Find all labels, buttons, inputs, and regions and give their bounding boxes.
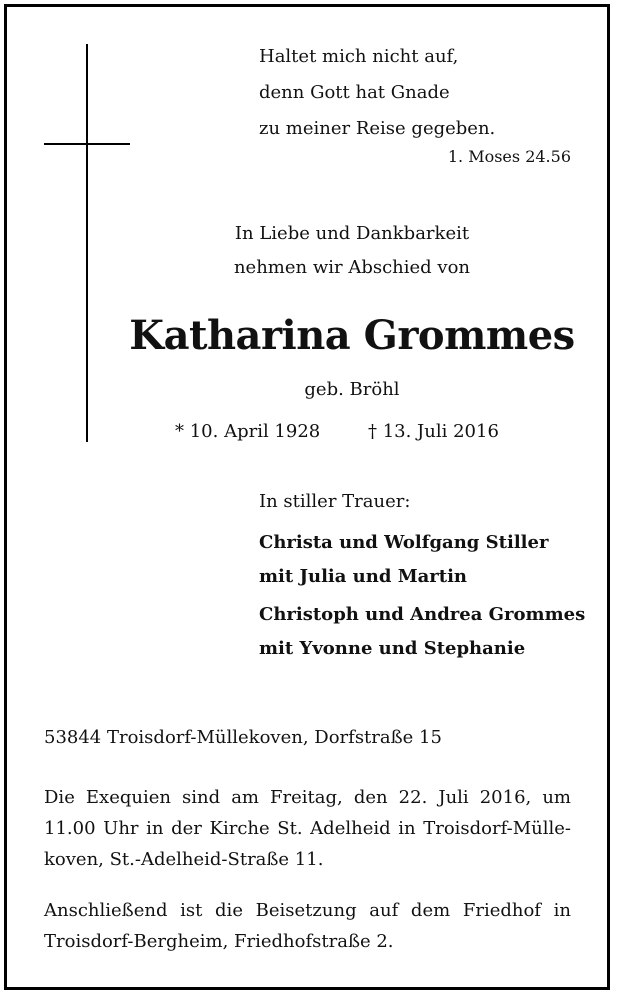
birth-date: * 10. April 1928 — [175, 421, 321, 442]
obituary-notice — [4, 4, 610, 990]
mourners-label: In stiller Trauer: — [259, 491, 411, 512]
mourners-section — [259, 491, 585, 666]
burial-line: Anschließend ist die Beisetzung auf dem Friedhof in — [44, 900, 571, 921]
family-line: mit Julia und Martin — [259, 566, 468, 587]
service-line: 11.00 Uhr in der Kirche St. Adelheid in Troisdorf-Mülle- — [44, 818, 571, 839]
life-dates — [175, 421, 499, 442]
family-group — [259, 526, 585, 594]
cross-icon-bar — [44, 143, 130, 145]
death-date: † 13. Juli 2016 — [367, 421, 499, 442]
burial-paragraph — [44, 895, 571, 957]
family-group — [259, 598, 585, 666]
service-line: koven, St.-Adelheid-Straße 11. — [44, 849, 324, 870]
verse-reference: 1. Moses 24.56 — [447, 147, 571, 166]
maiden-name: geb. Bröhl — [304, 379, 400, 400]
burial-line: Troisdorf-Bergheim, Friedhofstraße 2. — [44, 931, 394, 952]
family-line: Christa und Wolfgang Stiller — [259, 532, 549, 553]
verse-line: zu meiner Reise gegeben. — [259, 118, 496, 139]
intro-text — [7, 217, 607, 285]
service-paragraph — [44, 782, 571, 875]
verse-line: denn Gott hat Gnade — [259, 82, 450, 103]
address: 53844 Troisdorf-Müllekoven, Dorfstraße 15 — [44, 727, 442, 748]
verse-line: Haltet mich nicht auf, — [259, 46, 459, 67]
intro-line: nehmen wir Abschied von — [233, 257, 471, 278]
intro-line: In Liebe und Dankbarkeit — [234, 223, 470, 244]
family-line: mit Yvonne und Stephanie — [259, 638, 526, 659]
bible-verse — [259, 39, 495, 147]
deceased-name: Katharina Grommes — [129, 312, 575, 359]
family-line: Christoph und Andrea Grommes — [259, 604, 586, 625]
service-line: Die Exequien sind am Freitag, den 22. Juli 2016, um — [44, 787, 571, 808]
